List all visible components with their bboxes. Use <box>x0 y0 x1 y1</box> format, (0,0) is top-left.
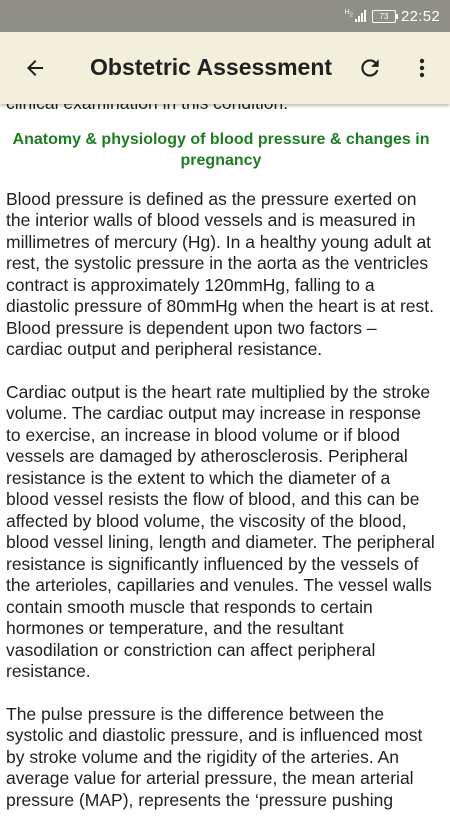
page-title: Obstetric Assessment <box>90 54 333 80</box>
battery-level: 73 <box>379 11 389 21</box>
arrow-back-icon <box>23 56 47 80</box>
network-type-label: $H_2$ <box>344 9 353 19</box>
more-vert-icon <box>410 56 434 80</box>
battery-icon <box>372 10 396 23</box>
overflow-menu-button[interactable] <box>408 52 436 84</box>
section-heading: Anatomy & physiology of blood pressure & changes in pregnancy <box>12 130 430 169</box>
status-bar <box>0 0 450 32</box>
signal-strength-icon <box>355 10 366 22</box>
refresh-icon <box>357 55 383 81</box>
refresh-button[interactable] <box>354 52 386 84</box>
status-time: 22:52 <box>400 7 440 25</box>
app-bar <box>0 32 450 104</box>
article-scroll-body <box>0 93 450 832</box>
article-content[interactable] <box>0 104 450 810</box>
paragraph-2: Cardiac output is the heart rate multiplied by the stroke volume. The cardiac output may increase in response to exercise, an increase in blood volume or if blood vessels are damaged by atherosclerosis. Peripheral resistance is the extent to which the diameter of a blood vessel resists the flow of blood, and this can be affected by blood volume, the viscosity of the blood, blood vessel lining, length and diameter. The peripheral resistance is significantly influenced by the vessels of the arterioles, capillaries and venules. The vessel walls contain smooth muscle that responds to certain hormones or temperature, and the resultant vasodilation or constriction can affect peripheral resistance. <box>6 381 435 681</box>
back-button[interactable] <box>18 52 52 84</box>
paragraph-3: The pulse pressure is the difference between the systolic and diastolic pressure, and is influenced most by stroke volume and the rigidity of the arteries. An average value for arterial pressure, the mean arterial pressure (MAP), represents the ‘pressure pushing <box>6 703 423 810</box>
paragraph-1: Blood pressure is defined as the pressure exerted on the interior walls of blood vessels and is measured in millimetres of mercury (Hg). In a healthy young adult at rest, the systolic pressure in the aorta as the ventricles contract is approximately 120mmHg, falling to a diastolic pressure of 80mmHg when the heart is at rest. Blood pressure is dependent upon two factors – cardiac output and peripheral resistance. <box>6 188 434 359</box>
